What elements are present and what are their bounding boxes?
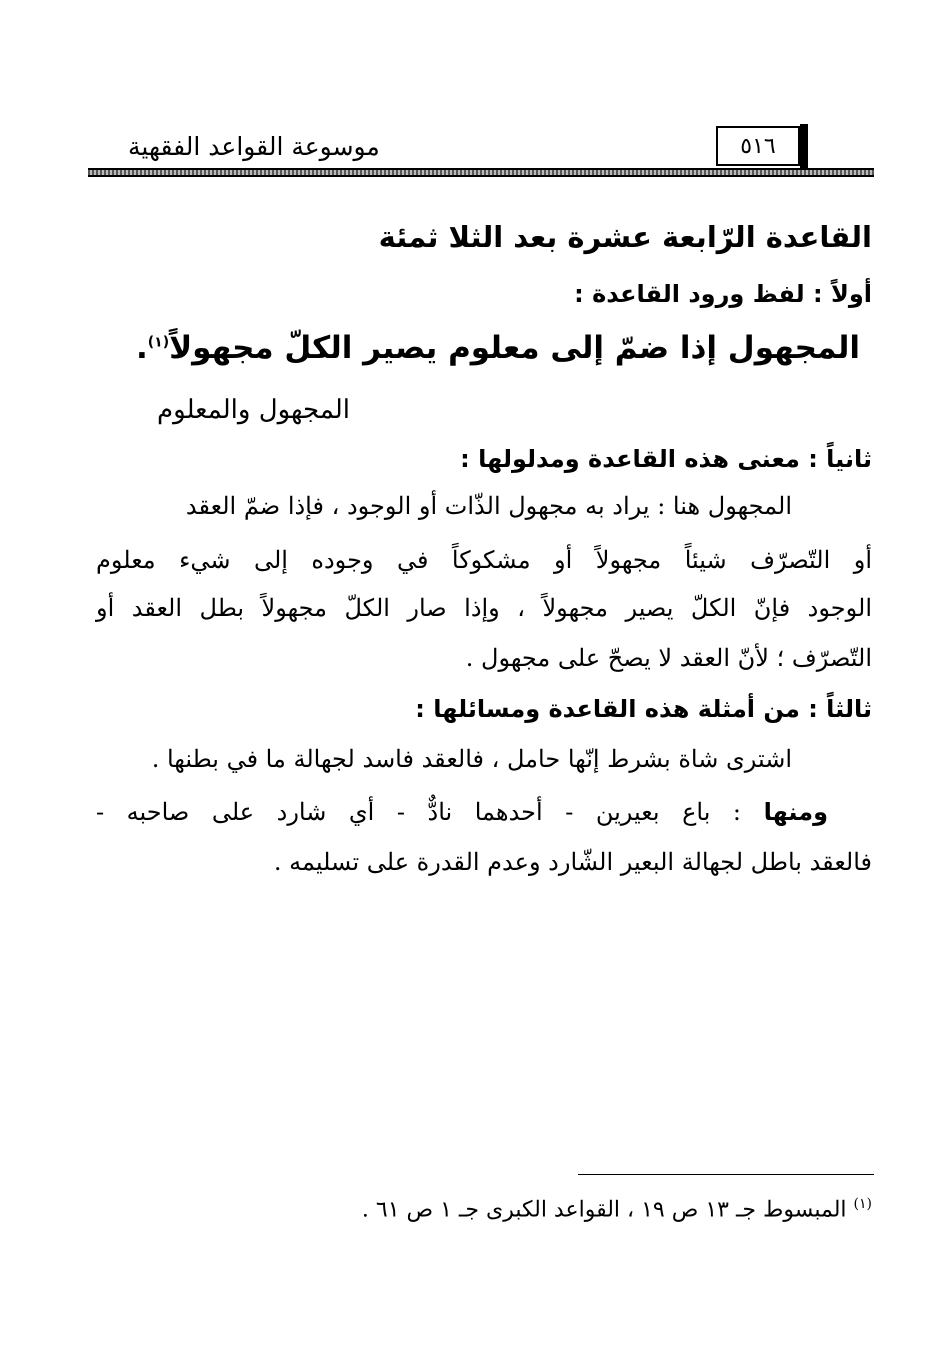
meaning-line-2: أو التّصرّف شيئاً مجهولاً أو مشكوكاً في وجوده إلى شيء معلوم (96, 546, 872, 574)
meaning-line-1: المجهول هنا : يراد به مجهول الذّات أو الوجود ، فإذا ضمّ العقد (185, 492, 792, 520)
page-number-shadow (800, 124, 808, 168)
rule-text: المجهول إذا ضمّ إلى معلوم يصير الكلّ مجهولاً (169, 330, 860, 366)
page-header (88, 118, 874, 176)
example-2-text: : باع بعيرين - أحدهما نادٌّ - أي شارد على صاحبه - (96, 798, 764, 826)
meaning-line-3: الوجود فإنّ الكلّ يصير مجهولاً ، وإذا صار الكلّ مجهولاً بطل العقد أو (96, 594, 872, 622)
rule-title: القاعدة الرّابعة عشرة بعد الثلا ثمئة (378, 220, 872, 254)
page-number: ٥١٦ (716, 126, 800, 166)
footnote-rule (578, 1174, 874, 1175)
rule-statement (136, 330, 860, 367)
example-2-lead: ومنها (763, 798, 828, 826)
meaning-line-4: التّصرّف ؛ لأنّ العقد لا يصحّ على مجهول . (465, 644, 872, 672)
header-rule (88, 168, 874, 177)
example-2 (96, 798, 828, 827)
footnote-marker: (١) (853, 1196, 872, 1212)
second-heading: ثانياً : معنى هذه القاعدة ومدلولها : (460, 445, 872, 473)
footnote-text: المبسوط جـ ١٣ ص ١٩ ، القواعد الكبرى جـ ١ ص ٦١ . (361, 1197, 854, 1223)
example-2-continued: فالعقد باطل لجهالة البعير الشّارد وعدم القدرة على تسليمه . (273, 848, 872, 876)
first-heading: أولاً : لفظ ورود القاعدة : (574, 280, 872, 308)
running-title: موسوعة القواعد الفقهية (128, 132, 380, 161)
example-1: اشترى شاة بشرط إنّها حامل ، فالعقد فاسد لجهالة ما في بطنها . (151, 745, 792, 773)
footnote (362, 1196, 872, 1224)
rule-end: . (135, 330, 148, 366)
footnote-ref: (١) (147, 334, 170, 351)
third-heading: ثالثاً : من أمثلة هذه القاعدة ومسائلها : (415, 695, 872, 723)
rule-subtitle: المجهول والمعلوم (157, 395, 350, 425)
